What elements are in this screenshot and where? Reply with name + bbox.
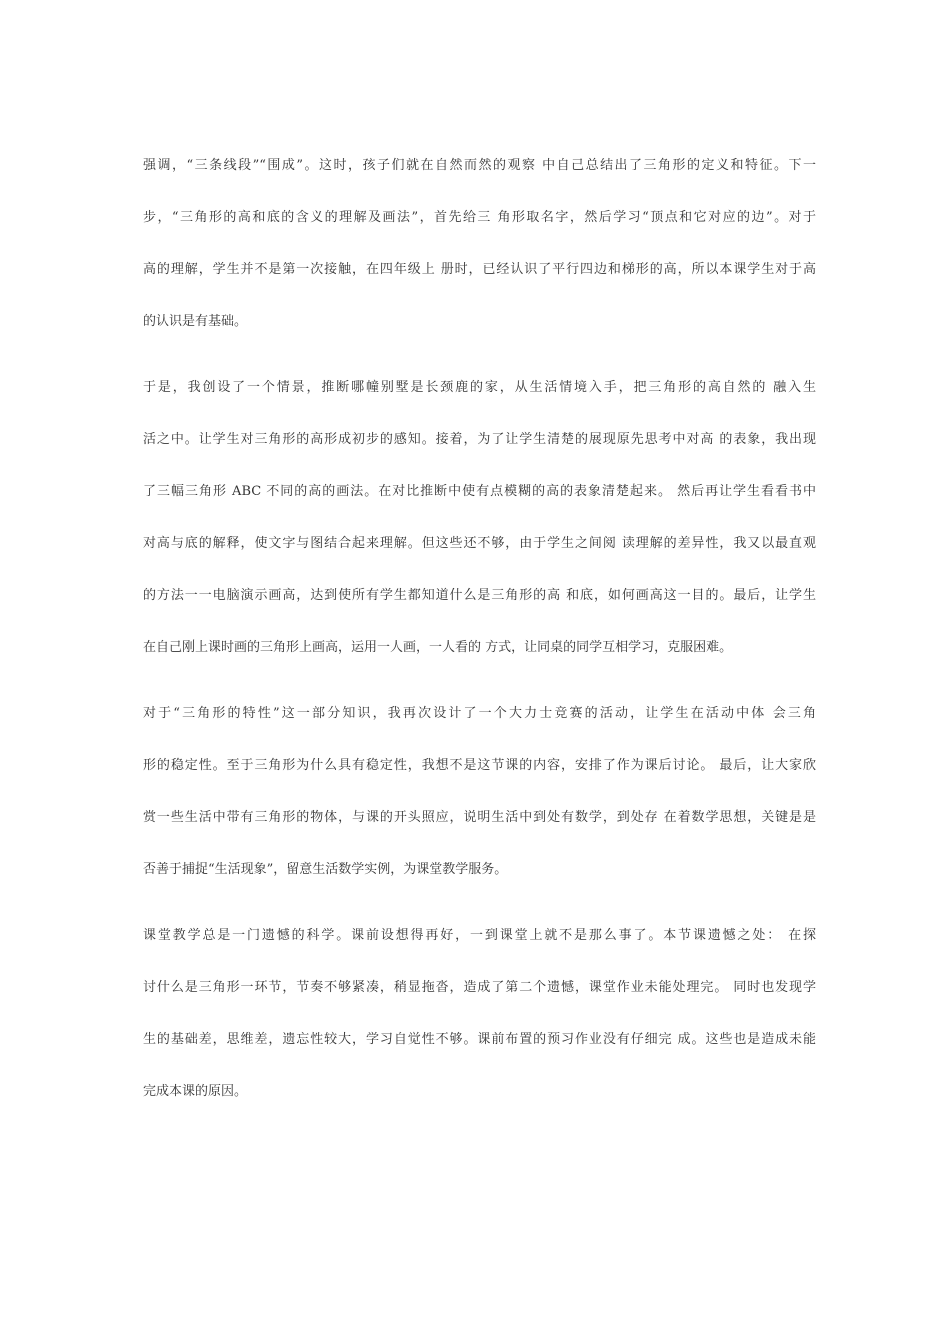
document-body — [143, 156, 816, 1102]
paragraph-3 — [143, 704, 816, 880]
text-line: 了三幅三角形 ABC 不同的高的画法。在对比推断中使有点模糊的高的表象清楚起来。 然后再让学生看看书中 — [143, 484, 816, 499]
text-line: 的方法一一电脑演示画高，达到使所有学生都知道什么是三角形的高 和底，如何画高这一目的。最后，让学生 — [143, 588, 816, 603]
text-line: 完成本课的原因。 — [143, 1084, 248, 1099]
text-line: 赏一些生活中带有三角形的物体，与课的开头照应，说明生活中到处有数学，到处存 在着数学思想，关键是是 — [143, 810, 816, 825]
text-line: 生的基础差，思维差，遗忘性较大，学习自觉性不够。课前布置的预习作业没有仔细完 成。这些也是造成未能 — [143, 1032, 816, 1047]
paragraph-1 — [143, 156, 816, 332]
text-line: 讨什么是三角形一环节，节奏不够紧凑，稍显拖沓，造成了第二个遗憾，课堂作业未能处理完。 同时也发现学 — [143, 980, 816, 995]
text-line: 强调，“三条线段”“围成”。这时，孩子们就在自然而然的观察 中自己总结出了三角形的定义和特征。下一 — [143, 158, 816, 173]
text-line: 在自己刚上课时画的三角形上画高，运用一人画，一人看的 方式，让同桌的同学互相学习，克服困难。 — [143, 640, 733, 655]
text-line: 活之中。让学生对三角形的高形成初步的感知。接着，为了让学生清楚的展现原先思考中对高 的表象，我出现 — [143, 432, 816, 447]
text-line: 步，“三角形的高和底的含义的理解及画法”，首先给三 角形取名字，然后学习“顶点和它对应的边”。对于 — [143, 210, 816, 225]
text-line: 的认识是有基础。 — [143, 314, 248, 329]
text-line: 否善于捕捉“生活现象”，留意生活数学实例，为课堂教学服务。 — [143, 862, 508, 877]
text-line: 高的理解，学生并不是第一次接触，在四年级上 册时，已经认识了平行四边和梯形的高，所以本课学生对于高 — [143, 262, 816, 277]
text-line: 对于“三角形的特性”这一部分知识，我再次设计了一个大力士竞赛的活动，让学生在活动中体 会三角 — [143, 706, 816, 721]
paragraph-2 — [143, 378, 816, 658]
text-line: 于是，我创设了一个情景，推断哪幢别墅是长颈鹿的家，从生活情境入手，把三角形的高自然的 融入生 — [143, 380, 816, 395]
text-line: 形的稳定性。至于三角形为什么具有稳定性，我想不是这节课的内容，安排了作为课后讨论。 最后，让大家欣 — [143, 758, 816, 773]
text-line: 课堂教学总是一门遗憾的科学。课前设想得再好，一到课堂上就不是那么事了。本节课遗憾之处： 在探 — [143, 928, 816, 943]
text-line: 对高与底的解释，使文字与图结合起来理解。但这些还不够，由于学生之间阅 读理解的差异性，我又以最直观 — [143, 536, 816, 551]
paragraph-4 — [143, 926, 816, 1102]
